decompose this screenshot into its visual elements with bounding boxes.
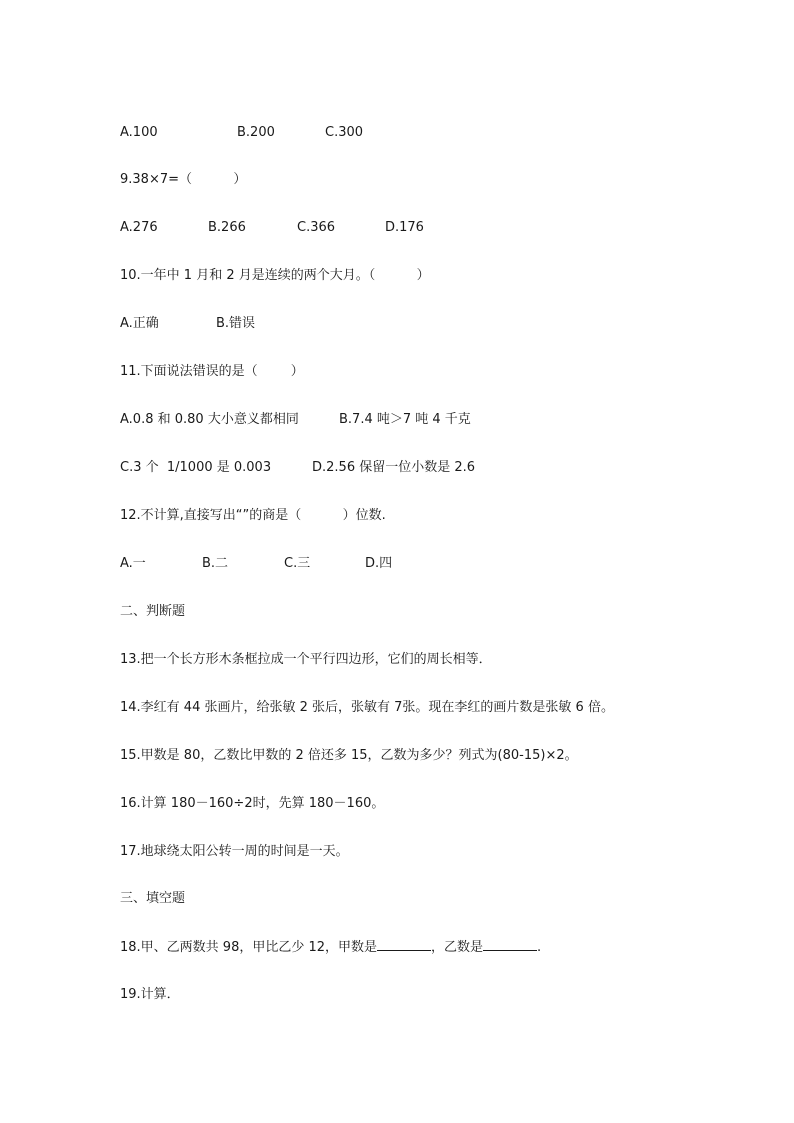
q13-stem: 13.把一个长方形木条框拉成一个平行四边形，它们的周长相等． [120,652,492,667]
q9-stem: 9.38×7=（ ） [120,172,247,187]
q14-stem: 14.李红有 44 张画片，给张敏 2 张后，张敏有 7张。现在李红的画片数是张敏 6 倍。 [120,700,614,715]
q18-text-part3: . [537,940,542,955]
q11-option-d: D.2.56 保留一位小数是 2.6 [312,460,476,475]
q8-option-a: A.100 [120,125,158,140]
q11-option-c: C.3 个 1/1000 是 0.003 [120,460,272,475]
q18-blank-b [483,938,537,951]
q8-option-b: B.200 [237,125,275,140]
q12-stem: 12.不计算,直接写出“”的商是（ ）位数. [120,508,386,523]
q10-option-b: B.错误 [216,316,256,331]
q11-option-b: B.7.4 吨＞7 吨 4 千克 [339,412,471,427]
q9-option-a: A.276 [120,220,158,235]
q12-option-c: C.三 [284,556,311,571]
q16-stem: 16.计算 180－160÷2时，先算 180－160。 [120,796,385,811]
q9-option-b: B.266 [208,220,246,235]
q17-stem: 17.地球绕太阳公转一周的时间是一天。 [120,844,349,859]
q11-option-a: A.0.8 和 0.80 大小意义都相同 [120,412,299,427]
q10-stem: 10.一年中 1 月和 2 月是连续的两个大月。（ ） [120,268,430,283]
q9-option-c: C.366 [297,220,336,235]
q18-blank-a [377,938,431,951]
q18-text-part1: 18.甲、乙两数共 98，甲比乙少 12，甲数是 [120,940,378,955]
q15-stem: 15.甲数是 80，乙数比甲数的 2 倍还多 15，乙数为多少？列式为(80-15)×2。 [120,748,578,763]
q18-stem [120,938,541,957]
q19-stem: 19.计算． [120,987,180,1002]
q10-option-a: A.正确 [120,316,159,331]
section-heading-fill-blank: 三、填空题 [120,891,186,906]
q12-option-b: B.二 [202,556,229,571]
section-heading-judgement: 二、判断题 [120,604,186,619]
q18-text-part2: ，乙数是 [431,940,484,955]
q8-option-c: C.300 [325,125,364,140]
q12-option-a: A.一 [120,556,146,571]
q11-stem: 11.下面说法错误的是（ ） [120,364,304,379]
q9-option-d: D.176 [385,220,424,235]
q12-option-d: D.四 [365,556,393,571]
